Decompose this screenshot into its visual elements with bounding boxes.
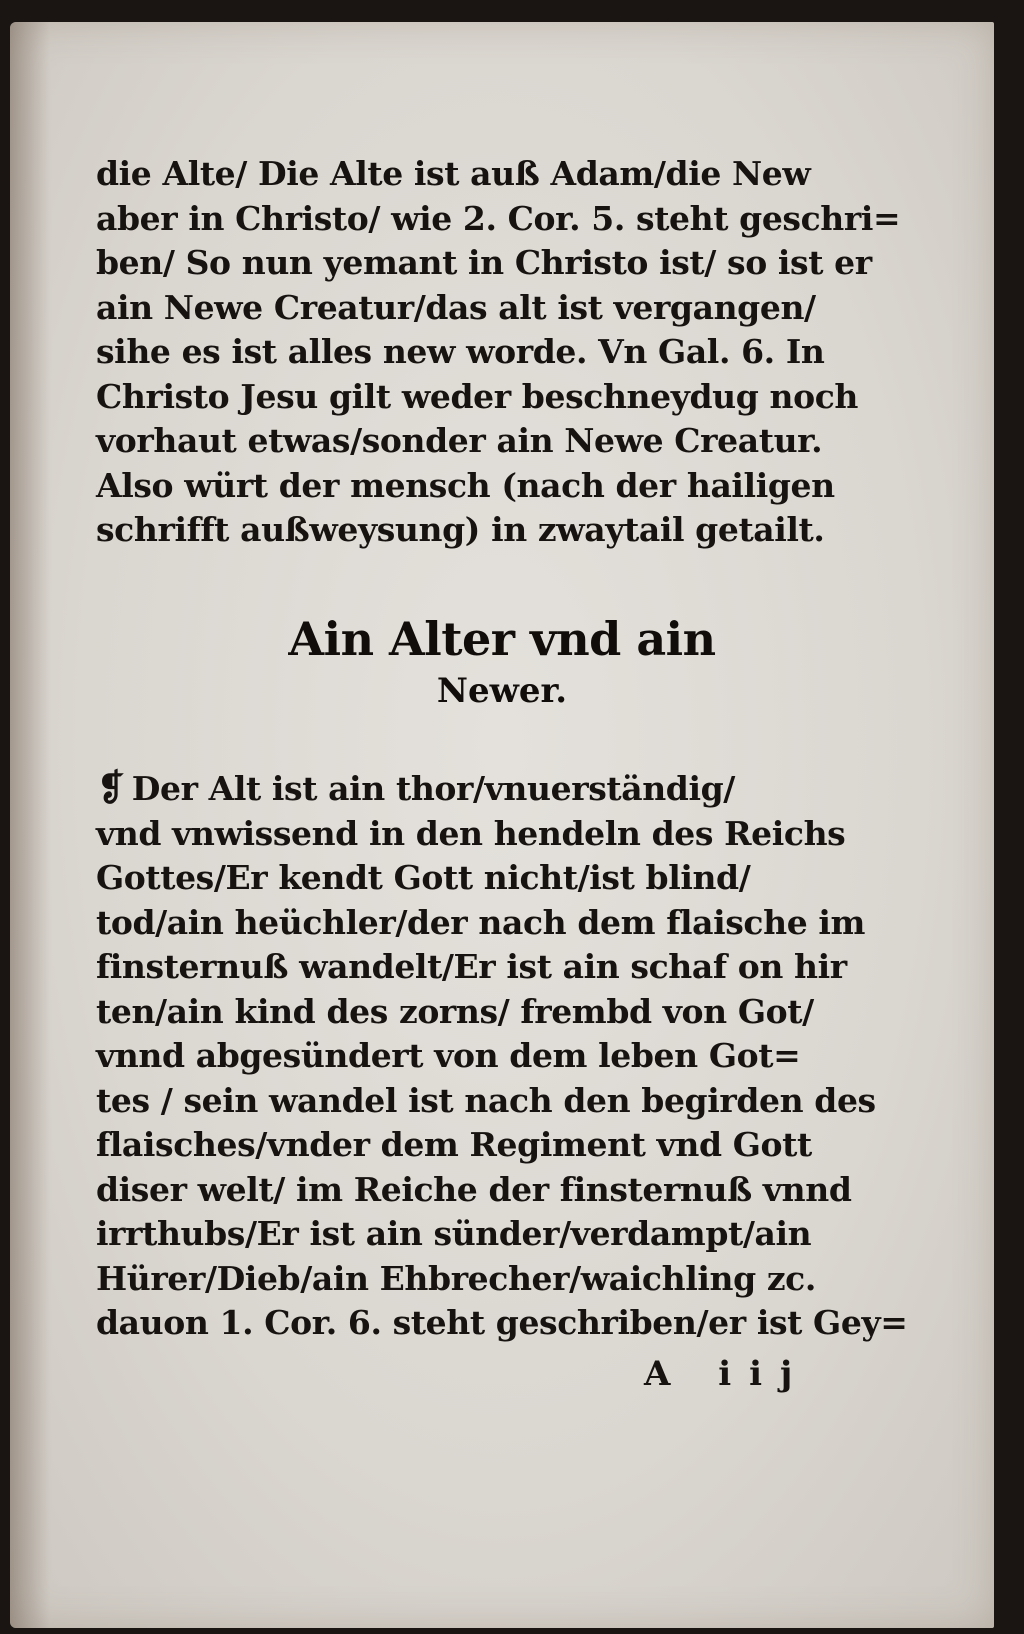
text-line: flaisches/vnder dem Regiment vnd Gott xyxy=(96,1125,812,1164)
text-line: ben/ So nun yemant in Christo ist/ so ist er xyxy=(96,243,872,282)
text-line-first xyxy=(96,766,876,812)
text-line: die Alte/ Die Alte ist auß Adam/die New xyxy=(96,154,811,193)
pilcrow-icon: ❡ xyxy=(97,767,125,809)
text-line: tes / sein wandel ist nach den begirden des xyxy=(96,1080,876,1120)
text-line: ten/ain kind des zorns/ frembd von Got/ xyxy=(96,991,814,1031)
text-line: vnnd abgesündert von dem leben Got= xyxy=(96,1036,801,1075)
text-line: irrthubs/Er ist ain sünder/verdampt/ain xyxy=(96,1214,812,1253)
heading-line-1: Ain Alter vnd ain xyxy=(288,612,716,666)
text-line: vnd vnwissend in den hendeln des Reichs xyxy=(96,813,846,853)
paragraph-2 xyxy=(96,766,908,1346)
text-line: dauon 1. Cor. 6. steht geschriben/er ist Gey= xyxy=(96,1303,908,1342)
text-line: sihe es ist alles new worde. Vn Gal. 6. In xyxy=(96,332,825,371)
text-line: Hürer/Dieb/ain Ehbrecher/waichling zc. xyxy=(96,1258,816,1298)
section-heading xyxy=(10,610,994,714)
text-line: ain Newe Creatur/das alt ist vergangen/ xyxy=(96,287,816,327)
text-line: aber in Christo/ wie 2. Cor. 5. steht geschri= xyxy=(96,198,901,238)
text-line: tod/ain heüchler/der nach dem flaische im xyxy=(96,902,866,942)
book-page xyxy=(10,22,994,1628)
paragraph-1 xyxy=(96,152,901,553)
heading-line-2: Newer. xyxy=(436,671,568,711)
text-line: finsternuß wandelt/Er ist ain schaf on hir xyxy=(96,947,847,986)
text-line: vorhaut etwas/sonder ain Newe Creatur. xyxy=(96,421,823,460)
text-line: Also würt der mensch (nach der hailigen xyxy=(96,465,835,505)
text-line: schrifft außweysung) in zwaytail getailt. xyxy=(96,510,825,549)
text-line: Gottes/Er kendt Gott nicht/ist blind/ xyxy=(96,858,751,897)
spine-shadow xyxy=(10,22,50,1628)
text-line-content: Der Alt ist ain thor/vnuerständig/ xyxy=(131,769,735,808)
signature-mark: A iij xyxy=(644,1354,811,1394)
text-line: diser welt/ im Reiche der finsternuß vnnd xyxy=(96,1169,852,1209)
text-line: Christo Jesu gilt weder beschneydug noch xyxy=(96,376,859,416)
